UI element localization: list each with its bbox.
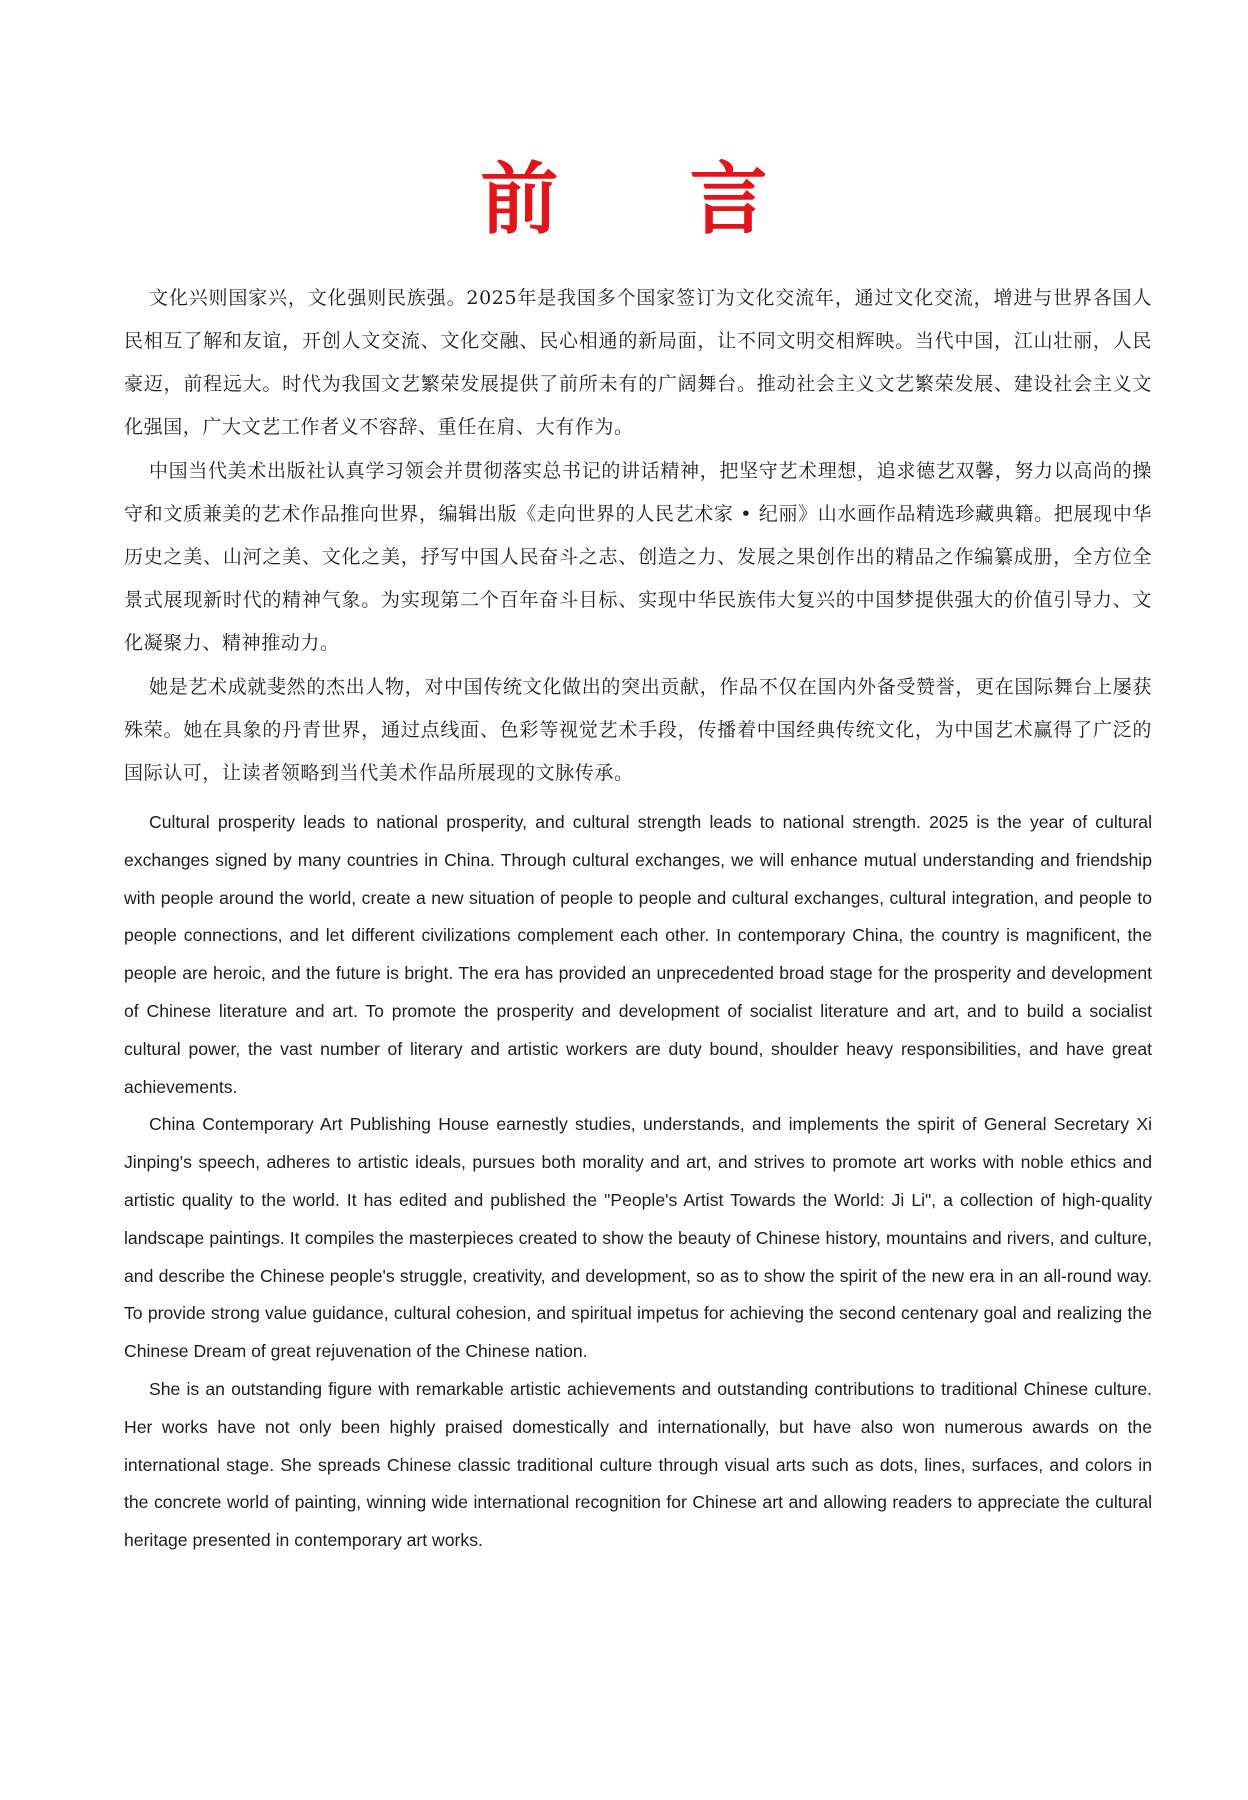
english-text-section	[124, 804, 1152, 1560]
preface-body	[124, 277, 1152, 1560]
chinese-paragraph-2: 中国当代美术出版社认真学习领会并贯彻落实总书记的讲话精神，把坚守艺术理想，追求德艺双馨，努力以高尚的操守和文质兼美的艺术作品推向世界，编辑出版《走向世界的人民艺术家 • 纪丽》山水画作品精选珍藏典籍。把展现中华历史之美、山河之美、文化之美，抒写中国人民奋斗之志、创造之力、发展之果创作出的精品之作编纂成册，全方位全景式展现新时代的精神气象。为实现第二个百年奋斗目标、实现中华民族伟大复兴的中国梦提供强大的价值引导力、文化凝聚力、精神推动力。	[124, 460, 1152, 654]
page-title: 前 言	[480, 155, 820, 245]
english-paragraph-1: Cultural prosperity leads to national prosperity, and cultural strength leads to national strength. 2025 is the year of cultural exchanges signed by many countries in China. Through cultural exchanges, we will enhance mutual understanding and friendship with people around the world, create a new situation of people to people and cultural exchanges, cultural integration, and people to people connections, and let different civilizations complement each other. In contemporary China, the country is magnificent, the people are heroic, and the future is bright. The era has provided an unprecedented broad stage for the prosperity and development of Chinese literature and art. To promote the prosperity and development of socialist literature and art, and to build a socialist cultural power, the vast number of literary and artistic workers are duty bound, shoulder heavy responsibilities, and have great achievements.	[124, 812, 1152, 1097]
chinese-paragraph-1: 文化兴则国家兴，文化强则民族强。2025年是我国多个国家签订为文化交流年，通过文化交流，增进与世界各国人民相互了解和友谊，开创人文交流、文化交融、民心相通的新局面，让不同文明交相辉映。当代中国，江山壮丽，人民豪迈，前程远大。时代为我国文艺繁荣发展提供了前所未有的广阔舞台。推动社会主义文艺繁荣发展、建设社会主义文化强国，广大文艺工作者义不容辞、重任在肩、大有作为。	[124, 287, 1152, 438]
english-paragraph-2: China Contemporary Art Publishing House earnestly studies, understands, and implements the spirit of General Secretary Xi Jinping's speech, adheres to artistic ideals, pursues both morality and art, and strives to promote art works with noble ethics and artistic quality to the world. It has edited and published the "People's Artist Towards the World: Ji Li", a collection of high-quality landscape paintings. It compiles the masterpieces created to show the beauty of Chinese history, mountains and rivers, and culture, and describe the Chinese people's struggle, creativity, and development, so as to show the spirit of the new era in an all-round way. To provide strong value guidance, cultural cohesion, and spiritual impetus for achieving the second centenary goal and realizing the Chinese Dream of great rejuvenation of the Chinese nation.	[124, 1114, 1152, 1362]
chinese-text-section	[124, 277, 1152, 795]
english-paragraph-3: She is an outstanding figure with remarkable artistic achievements and outstanding contributions to traditional Chinese culture. Her works have not only been highly praised domestically and internationally, but have also won numerous awards on the international stage. She spreads Chinese classic traditional culture through visual arts such as dots, lines, surfaces, and colors in the concrete world of painting, winning wide international recognition for Chinese art and allowing readers to appreciate the cultural heritage presented in contemporary art works.	[124, 1378, 1152, 1551]
chinese-paragraph-3: 她是艺术成就斐然的杰出人物，对中国传统文化做出的突出贡献，作品不仅在国内外备受赞誉，更在国际舞台上屡获殊荣。她在具象的丹青世界，通过点线面、色彩等视觉艺术手段，传播着中国经典传统文化，为中国艺术赢得了广泛的国际认可，让读者领略到当代美术作品所展现的文脉传承。	[124, 676, 1152, 784]
